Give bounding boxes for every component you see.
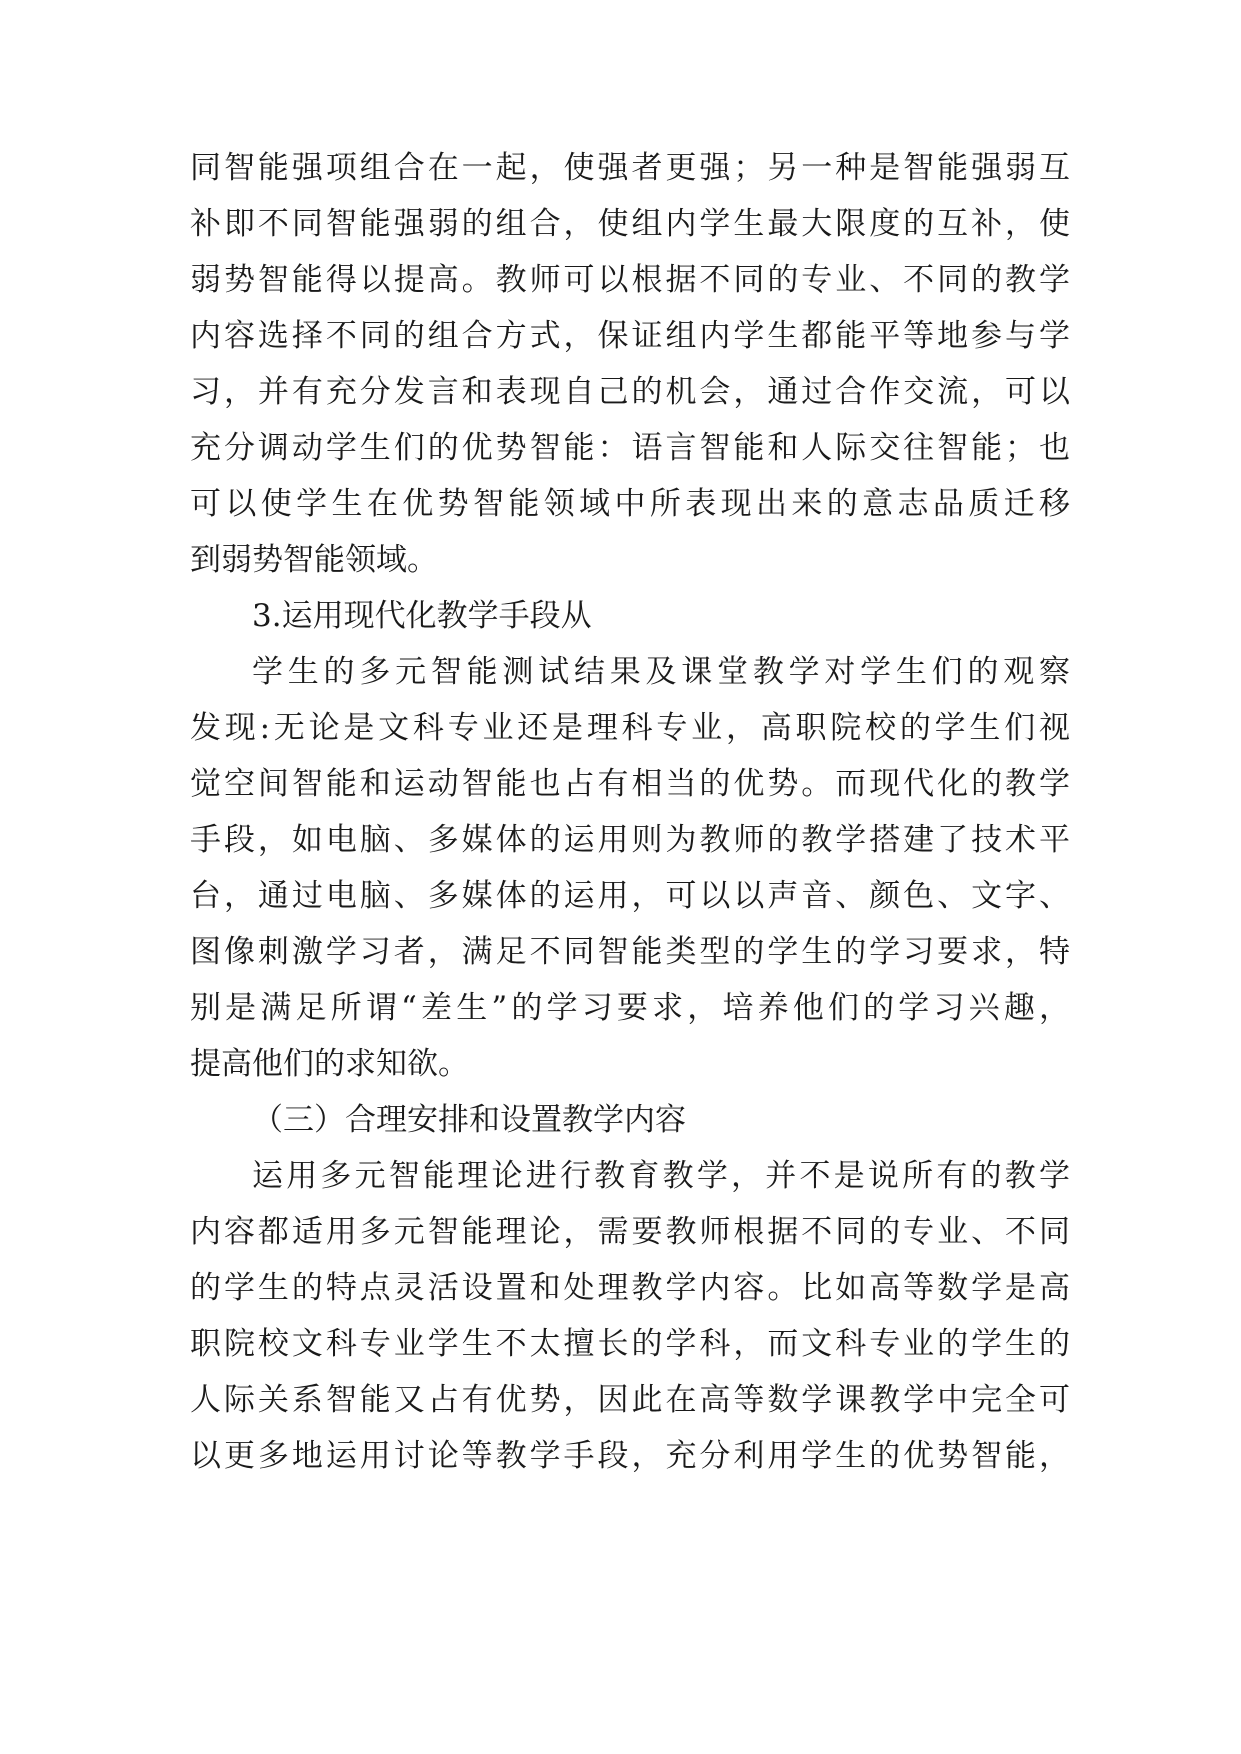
- paragraph-line: 别是满足所谓“差生”的学习要求，培养他们的学习兴趣，: [190, 990, 1070, 1026]
- paragraph-line: 以更多地运用讨论等教学手段，充分利用学生的优势智能，: [190, 1438, 1070, 1474]
- paragraph-line: 同智能强项组合在一起，使强者更强；另一种是智能强弱互: [190, 150, 1070, 186]
- paragraph-line: 的学生的特点灵活设置和处理教学内容。比如高等数学是高: [190, 1270, 1070, 1306]
- paragraph-line: 充分调动学生们的优势智能：语言智能和人际交往智能；也: [190, 430, 1070, 466]
- paragraph-line: 手段，如电脑、多媒体的运用则为教师的教学搭建了技术平: [190, 822, 1070, 858]
- paragraph-line: 补即不同智能强弱的组合，使组内学生最大限度的互补，使: [190, 206, 1070, 242]
- paragraph-line: 人际关系智能又占有优势，因此在高等数学课教学中完全可: [190, 1382, 1070, 1418]
- section-heading: 3.运用现代化教学手段从: [252, 598, 592, 634]
- paragraph-line: 习，并有充分发言和表现自己的机会，通过合作交流，可以: [190, 374, 1070, 410]
- section-heading: （三）合理安排和设置教学内容: [252, 1102, 686, 1138]
- paragraph-line: 学生的多元智能测试结果及课堂教学对学生们的观察: [252, 654, 1070, 690]
- paragraph-line: 提高他们的求知欲。: [190, 1046, 469, 1082]
- paragraph-line: 内容选择不同的组合方式，保证组内学生都能平等地参与学: [190, 318, 1070, 354]
- paragraph-line: 运用多元智能理论进行教育教学，并不是说所有的教学: [252, 1158, 1070, 1194]
- paragraph-line: 台，通过电脑、多媒体的运用，可以以声音、颜色、文字、: [190, 878, 1070, 914]
- paragraph-line: 职院校文科专业学生不太擅长的学科，而文科专业的学生的: [190, 1326, 1070, 1362]
- paragraph-line: 弱势智能得以提高。教师可以根据不同的专业、不同的教学: [190, 262, 1070, 298]
- paragraph-line: 发现:无论是文科专业还是理科专业，高职院校的学生们视: [190, 710, 1070, 746]
- paragraph-line: 内容都适用多元智能理论，需要教师根据不同的专业、不同: [190, 1214, 1070, 1250]
- paragraph-line: 觉空间智能和运动智能也占有相当的优势。而现代化的教学: [190, 766, 1070, 802]
- paragraph-line: 到弱势智能领域。: [190, 542, 438, 578]
- paragraph-line: 可以使学生在优势智能领域中所表现出来的意志品质迁移: [190, 486, 1070, 522]
- paragraph-line: 图像刺激学习者，满足不同智能类型的学生的学习要求，特: [190, 934, 1070, 970]
